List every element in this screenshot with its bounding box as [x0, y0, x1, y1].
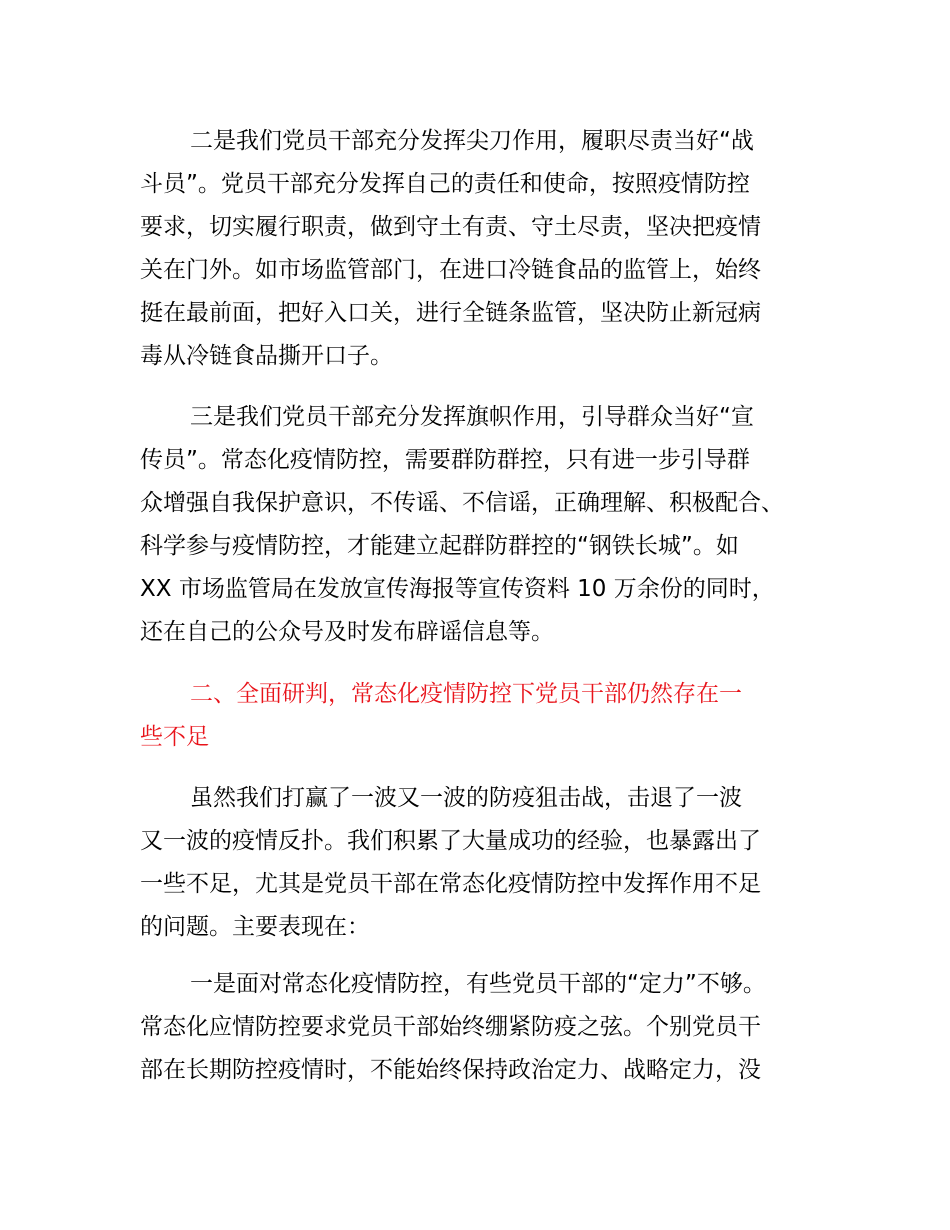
heading-line: 二、全面研判，常态化疫情防控下党员干部仍然存在一	[190, 681, 742, 707]
text-line: 关在门外。如市场监管部门，在进口冷链食品的监管上，始终	[140, 257, 761, 283]
text-line: 传员”。常态化疫情防控，需要群防群控，只有进一步引导群	[140, 447, 750, 473]
text-line: 的问题。主要表现在：	[140, 914, 370, 940]
text-line: 要求，切实履行职责，做到守土有责、守土尽责，坚决把疫情	[140, 214, 761, 240]
text-line: 又一波的疫情反扑。我们积累了大量成功的经验，也暴露出了	[140, 828, 761, 854]
heading-line: 些不足	[140, 724, 209, 750]
text-line: 二是我们党员干部充分发挥尖刀作用，履职尽责当好“战	[190, 128, 754, 154]
paragraph-lack-of-resolve	[140, 963, 830, 1092]
text-line: 三是我们党员干部充分发挥旗帜作用，引导群众当好“宣	[190, 404, 754, 430]
text-line: 部在长期防控疫情时，不能始终保持政治定力、战略定力，没	[140, 1057, 761, 1083]
paragraph-shortcomings-intro	[140, 777, 830, 949]
text-line: 一些不足，尤其是党员干部在常态化疫情防控中发挥作用不足	[140, 871, 761, 897]
text-line: 虽然我们打赢了一波又一波的防疫狙击战，击退了一波	[190, 785, 742, 811]
section-heading	[140, 673, 830, 759]
text-line: 一是面对常态化疫情防控，有些党员干部的“定力”不够。	[190, 971, 766, 997]
text-line: 挺在最前面，把好入口关，进行全链条监管，坚决防止新冠病	[140, 300, 761, 326]
text-line: 科学参与疫情防控，才能建立起群防群控的“钢铁长城”。如	[140, 533, 739, 559]
paragraph-party-cadres-vanguard	[140, 120, 830, 378]
text-line: 常态化应情防控要求党员干部始终绷紧防疫之弦。个别党员干	[140, 1014, 761, 1040]
text-line: 毒从冷链食品撕开口子。	[140, 343, 393, 369]
text-line: 斗员”。党员干部充分发挥自己的责任和使命，按照疫情防控	[140, 171, 750, 197]
text-line: 还在自己的公众号及时发布辟谣信息等。	[140, 619, 554, 645]
paragraph-party-cadres-banner	[140, 396, 830, 654]
text-line: XX 市场监管局在发放宣传海报等宣传资料 10 万余份的同时，	[140, 576, 775, 602]
text-line: 众增强自我保护意识，不传谣、不信谣，正确理解、积极配合、	[140, 490, 784, 516]
